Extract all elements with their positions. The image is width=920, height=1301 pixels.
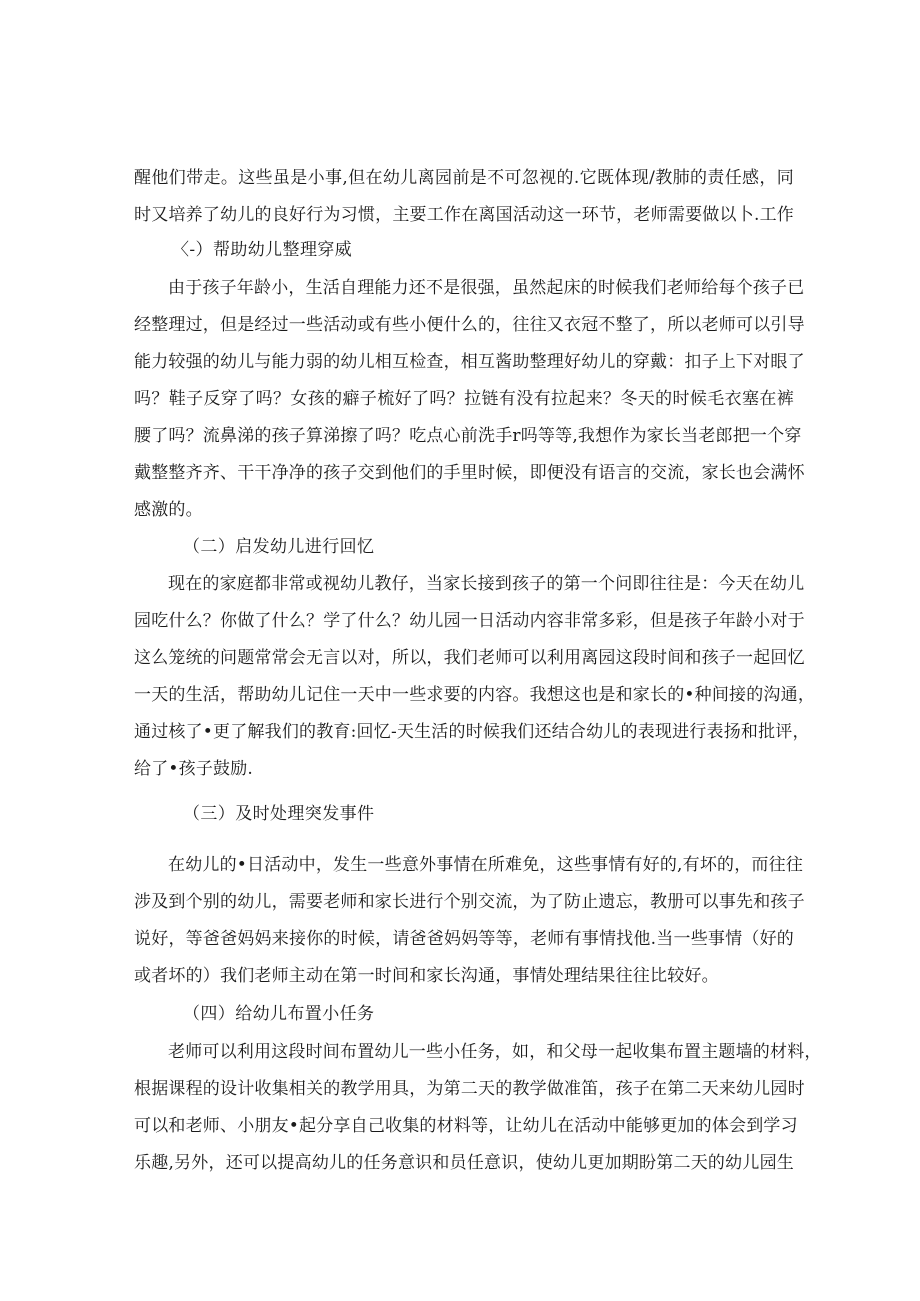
section-4-line-3: 可以和老师、小朋友•起分享自己收集的材料等，让幼儿在活动中能够更加的体会到学习: [134, 1116, 798, 1136]
section-2-line-2: 园吃什么？你做了什么？学了什么？幼儿园一日活动内容非常多彩，但是孩子年龄小对于: [134, 611, 805, 631]
section-1-line-2: 经整理过，但是经过一些活动或有些小便什么的，往往又衣冠不整了，所以老师可以引导: [134, 315, 805, 335]
section-4-line-4: 乐趣,另外，还可以提高幼儿的任务意识和员任意识，使幼儿更加期盼第二天的幼儿园生: [134, 1153, 794, 1173]
section-4-line-1: 老师可以利用这段时间布置幼儿一些小任务，如，和父母一起收集布置主题墙的材料，: [168, 1042, 822, 1062]
section-1-line-4: 吗？鞋子反穿了吗？女孩的癖子梳好了吗？拉链有没有拉起来？冬天的时候毛衣塞在裤: [134, 389, 794, 409]
section-1-line-6: 戴整整齐齐、干干净净的孩子交到他们的手里时候，即便没有语言的交流，家长也会满怀: [134, 463, 805, 483]
section-1-line-7: 感激的。: [134, 500, 203, 520]
section-2-line-4: 一天的生活，帮助幼儿记住一天中一些求要的内容。我想这也是和家长的•种间接的沟通，: [134, 685, 816, 705]
intro-line-1: 醒他们带走。这些虽是小事,但在幼儿离园前是不可忽视的.它既体现/教肺的责任感，同: [134, 168, 794, 188]
section-2-line-5: 通过核了•更了解我们的教育:回忆-天生活的时候我们还结合幼儿的表现进行表扬和批评，: [134, 722, 810, 742]
intro-line-2: 时又培养了幼儿的良好行为习惯，主要工作在离国活动这一环节，老师需要做以卜.工作: [134, 205, 794, 225]
section-3-line-1: 在幼儿的•日活动中，发生一些意外事情在所难免，这些事情有好的,有坏的，而往往: [168, 855, 804, 875]
section-heading-3: （三）及时处理突发事件: [183, 804, 375, 824]
section-heading-4: （四）给幼儿布置小任务: [183, 1004, 375, 1024]
section-3-line-2: 涉及到个别的幼儿，需要老师和家长进行个别交流，为了防止遗忘，教册可以事先和孩子: [134, 892, 805, 912]
section-2-line-1: 现在的家庭都非常或视幼儿教仔，当家长接到孩子的第一个问即往往是：今天在幼儿: [168, 574, 805, 594]
section-1-line-5: 腰了吗？流鼻涕的孩子算涕擦了吗？吃点心前洗手r吗等等,我想作为家长当老郎把一个穿: [134, 426, 802, 446]
section-3-line-3: 说好，等爸爸妈妈来接你的时候，请爸爸妈妈等等，老师有事情找他.当一些事情（好的: [134, 929, 794, 949]
section-1-line-1: 由于孩子年龄小，生活自理能力还不是很强，虽然起床的时候我们老师给每个孩子已: [168, 278, 805, 298]
section-3-line-4: 或者坏的）我们老师主动在第一时间和家长沟通，事情处理结果往往比较好。: [134, 966, 719, 986]
section-heading-1: 〈-）帮助幼儿整理穿威: [172, 240, 353, 260]
section-2-line-6: 给了•孩子鼓励.: [134, 759, 254, 779]
section-1-line-3: 能力较强的幼儿与能力弱的幼儿相互检查，相互酱助整理好幼儿的穿戴：扣子上下对眼了: [134, 352, 805, 372]
section-2-line-3: 这么笼统的问题常常会无言以对，所以，我们老师可以利用离园这段时间和孩子一起回忆: [134, 648, 805, 668]
section-4-line-2: 根据课程的设计收集相关的教学用具，为第二天的教学做准笛，孩子在第二天来幼儿园时: [134, 1079, 805, 1099]
section-heading-2: （二）启发幼儿进行回忆: [183, 537, 375, 557]
